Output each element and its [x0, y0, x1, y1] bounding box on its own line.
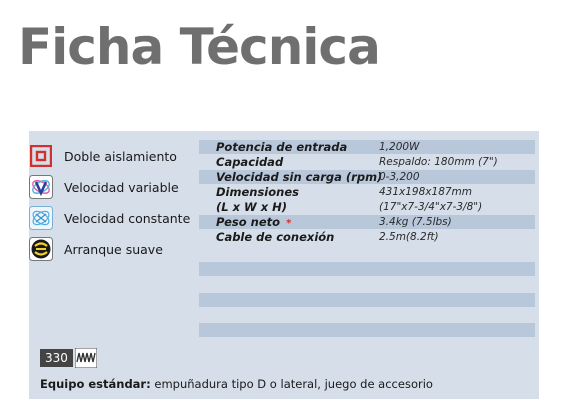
constant-speed-icon: [29, 206, 53, 230]
spec-key: Potencia de entrada: [216, 140, 348, 154]
badge-number: 330: [40, 349, 73, 367]
page-title: Ficha Técnica: [18, 18, 380, 76]
feature-label: Doble aislamiento: [64, 148, 177, 164]
spec-key: Cable de conexión: [216, 230, 335, 244]
spec-value: Respaldo: 180mm (7"): [379, 156, 498, 168]
spec-key: Velocidad sin carga (rpm): [216, 170, 383, 184]
spec-key: Capacidad: [216, 155, 284, 169]
feature-item: [29, 205, 190, 231]
feature-item: [29, 143, 177, 169]
feature-item: [29, 174, 179, 200]
capacity-badge: [40, 348, 97, 368]
equipment-text: empuñadura tipo D o lateral, juego de accesorio: [150, 377, 433, 391]
empty-row: [199, 323, 535, 337]
equipment-label: Equipo estándar:: [40, 377, 151, 391]
feature-label: Velocidad variable: [64, 179, 179, 195]
standard-equipment: [40, 377, 433, 391]
spec-row: [199, 215, 535, 229]
soft-start-icon: [29, 237, 53, 261]
spec-row: [199, 170, 535, 184]
empty-row: [199, 293, 535, 307]
empty-row: [199, 262, 535, 276]
feature-label: Velocidad constante: [64, 210, 191, 226]
feature-label: Arranque suave: [64, 241, 163, 257]
spec-row: [199, 185, 535, 199]
spec-key-text: Peso neto: [216, 215, 281, 229]
spec-key: Dimensiones: [216, 185, 299, 199]
variable-speed-icon: [29, 175, 53, 199]
spec-row: [199, 230, 535, 244]
spec-value: 3.4kg (7.5lbs): [379, 216, 452, 228]
spec-value: (17"x7-3/4"x7-3/8"): [379, 201, 483, 213]
spec-value: 0-3,200: [379, 171, 420, 183]
spec-value: 2.5m(8.2ft): [379, 231, 439, 243]
spring-icon: [75, 348, 97, 368]
spec-key: [199, 215, 379, 229]
required-marker: *: [286, 218, 292, 229]
spec-row: [199, 140, 535, 154]
double-insulation-icon: [29, 144, 53, 168]
spec-row: [199, 200, 535, 214]
feature-item: [29, 236, 163, 262]
spec-panel: [29, 131, 539, 399]
spec-key: (L x W x H): [216, 200, 287, 214]
spec-value: 431x198x187mm: [379, 186, 473, 198]
spec-value: 1,200W: [379, 141, 420, 153]
spec-row: [199, 155, 535, 169]
